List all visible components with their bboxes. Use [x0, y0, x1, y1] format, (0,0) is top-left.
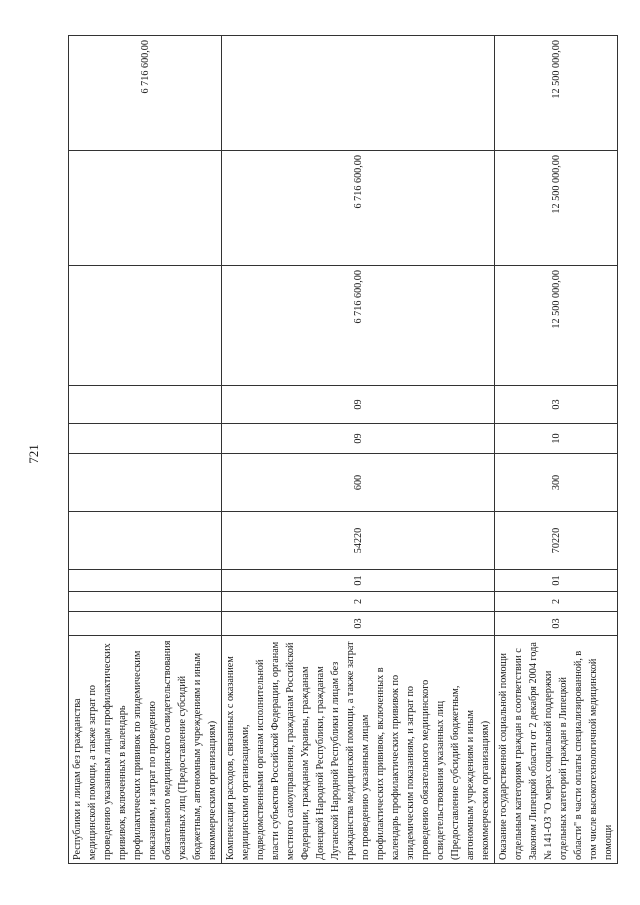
code-expense-type — [69, 454, 222, 512]
code-subprogram: 2 — [222, 592, 495, 612]
code-expense-type: 600 — [222, 454, 495, 512]
code-subsection: 03 — [495, 386, 618, 424]
code-section — [69, 424, 222, 454]
code-section: 09 — [222, 424, 495, 454]
code-subprogram: 2 — [495, 592, 618, 612]
row-description: Оказание государственной социальной помощи отдельным категориям граждан в соответствии с Законом Липецкой области от 2 декабря 2004 года № 141-ОЗ "О мерах социальной поддержки отдельных категорий граждан в Липецкой области" в части оплаты специализированной, в том числе высокотехнологичной медицинской помощи — [495, 636, 618, 864]
row-description: Компенсация расходов, связанных с оказанием медицинскими организациями, подведомственными органам исполнительной власти субъектов Российской Федерации, органам местного самоуправления, гражданам Российской Федерации, гражданам Украины, гражданам Донецкой Народной Республики, гражданам Луганской Народной Республики и лицам без гражданства медицинской помощи, а также затрат по проведению указанным лицам профилактических прививок, включенных в календарь профилактических прививок по эпидемическим показаниям, и затрат по проведению обязательного медицинского освидетельствования указанных лиц (Предоставление субсидий бюджетным, автономным учреждениям и иным некоммерческим организациям) — [222, 636, 495, 864]
code-main-event: 01 — [495, 570, 618, 592]
code-program: 03 — [222, 612, 495, 636]
rotated-table-container — [68, 36, 614, 864]
amount-year-1 — [69, 266, 222, 386]
amount-year-2 — [69, 151, 222, 266]
table-row — [222, 36, 495, 864]
row-description: Республики и лицам без гражданства медицинской помощи, а также затрат по проведению указанным лицам профилактических прививок, включенных в календарь профилактических прививок по эпидемическим показаниям, и затрат по проведению обязательного медицинского освидетельствования указанных лиц (Предоставление субсидий бюджетным, автономным учреждениям и иным некоммерческим организациям) — [69, 636, 222, 864]
amount-year-2: 6 716 600,00 — [222, 151, 495, 266]
code-program — [69, 612, 222, 636]
code-main-event: 01 — [222, 570, 495, 592]
code-direction: 54220 — [222, 512, 495, 570]
table-row — [69, 36, 222, 864]
amount-year-3 — [222, 36, 495, 151]
code-section: 10 — [495, 424, 618, 454]
amount-year-2: 12 500 000,00 — [495, 151, 618, 266]
amount-year-1: 6 716 600,00 — [222, 266, 495, 386]
code-program: 03 — [495, 612, 618, 636]
amount-year-3: 12 500 000,00 — [495, 36, 618, 151]
amount-year-3: 6 716 600,00 — [69, 36, 222, 151]
amount-year-1: 12 500 000,00 — [495, 266, 618, 386]
code-expense-type: 300 — [495, 454, 618, 512]
code-subsection: 09 — [222, 386, 495, 424]
code-main-event — [69, 570, 222, 592]
page-number: 721 — [26, 444, 41, 464]
budget-table — [68, 35, 618, 864]
code-subprogram — [69, 592, 222, 612]
table-row — [495, 36, 618, 864]
code-direction — [69, 512, 222, 570]
code-subsection — [69, 386, 222, 424]
code-direction: 70220 — [495, 512, 618, 570]
